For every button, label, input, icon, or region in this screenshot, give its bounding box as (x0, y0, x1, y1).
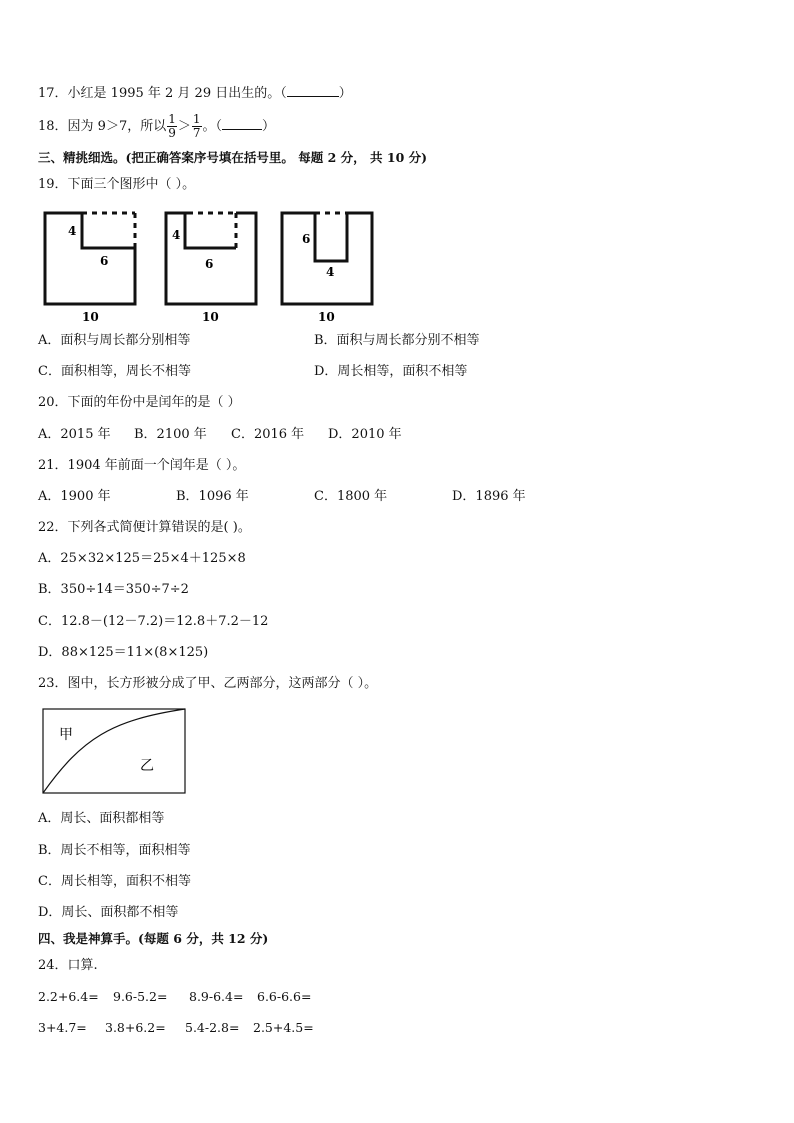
q18-gt: ＞ (177, 119, 191, 134)
q20-option-d[interactable]: D．2010 年 (328, 427, 402, 442)
fig1-inner-label: 6 (100, 254, 109, 268)
q24-r1-c3: 8.9-6.4= (189, 989, 244, 1004)
q19-figure-1 (45, 213, 135, 324)
q19-figures (40, 208, 380, 326)
q19-figure-2 (166, 213, 256, 324)
question-17 (38, 84, 352, 102)
q24-r1-c4: 6.6-6.6= (257, 989, 312, 1004)
fig1-side-label: 4 (68, 224, 77, 238)
q20-option-c[interactable]: C．2016 年 (231, 427, 305, 442)
q23-rectangle-figure (42, 708, 188, 796)
q19-option-c[interactable]: C．面积相等，周长不相等 (38, 364, 191, 379)
q23-label-jia: 甲 (59, 727, 73, 743)
q17-text: 17．小红是 1995 年 2 月 29 日出生的。（ (38, 86, 287, 101)
question-20: 20．下面的年份中是闰年的是（ ） (38, 395, 241, 410)
fig3-side-label: 6 (302, 232, 311, 246)
q23-option-c[interactable]: C．周长相等，面积不相等 (38, 874, 191, 889)
frac1-num: 1 (168, 112, 176, 126)
q21-option-b[interactable]: B．1096 年 (176, 489, 249, 504)
q18-suffix: 。（ (202, 119, 223, 134)
question-23: 23．图中，长方形被分成了甲、乙两部分，这两部分（ ）。 (38, 676, 378, 691)
q18-close: ） (262, 119, 276, 134)
q23-label-yi: 乙 (140, 758, 154, 774)
q24-r2-c2: 3.8+6.2= (105, 1020, 166, 1035)
fraction-1-9 (167, 113, 177, 140)
fig2-base-label: 10 (202, 310, 219, 324)
q23-option-b[interactable]: B．周长不相等，面积相等 (38, 843, 191, 858)
frac1-den: 9 (168, 126, 176, 140)
q19-option-d[interactable]: D．周长相等，面积不相等 (314, 364, 468, 379)
q24-r2-c3: 5.4-2.8= (185, 1020, 240, 1035)
q24-r1-c2: 9.6-5.2= (113, 989, 168, 1004)
q24-r2-c1: 3+4.7= (38, 1020, 87, 1035)
q23-option-a[interactable]: A．周长、面积都相等 (38, 811, 165, 826)
section-4-heading: 四、我是神算手。(每题 6 分，共 12 分) (38, 931, 269, 946)
q18-prefix: 18．因为 9＞7，所以 (38, 119, 167, 134)
q19-option-b[interactable]: B．面积与周长都分别不相等 (314, 333, 480, 348)
question-21: 21．1904 年前面一个闰年是（ ）。 (38, 458, 246, 473)
q19-figure-3 (282, 213, 372, 324)
q24-r2-c4: 2.5+4.5= (253, 1020, 314, 1035)
question-24: 24．口算. (38, 958, 98, 973)
q22-option-a[interactable]: A．25×32×125＝25×4＋125×8 (38, 551, 246, 566)
fig2-inner-label: 6 (205, 257, 214, 271)
q23-option-d[interactable]: D．周长、面积都不相等 (38, 905, 179, 920)
section-3-heading: 三、精挑细选。(把正确答案序号填在括号里。 每题 2 分， 共 10 分) (38, 150, 428, 165)
q18-answer-blank[interactable] (222, 117, 262, 130)
fraction-1-7 (192, 113, 202, 140)
question-19: 19．下面三个图形中（ ）。 (38, 177, 196, 192)
frac2-num: 1 (192, 112, 201, 126)
q20-option-b[interactable]: B．2100 年 (134, 427, 207, 442)
q22-option-b[interactable]: B．350÷14＝350÷7÷2 (38, 582, 189, 597)
fig3-inner-label: 4 (326, 265, 335, 279)
q24-r1-c1: 2.2+6.4= (38, 989, 99, 1004)
q17-answer-blank[interactable] (287, 84, 339, 97)
question-18 (38, 112, 275, 142)
q21-option-a[interactable]: A．1900 年 (38, 489, 111, 504)
q19-option-a[interactable]: A．面积与周长都分别相等 (38, 333, 191, 348)
question-22: 22．下列各式简便计算错误的是( )。 (38, 520, 251, 535)
fig2-side-label: 4 (172, 228, 181, 242)
frac2-den: 7 (192, 126, 201, 140)
q22-option-d[interactable]: D．88×125＝11×(8×125) (38, 645, 209, 660)
q21-option-d[interactable]: D．1896 年 (452, 489, 526, 504)
fig3-base-label: 10 (318, 310, 335, 324)
q17-close: ） (338, 86, 352, 101)
fig1-base-label: 10 (82, 310, 99, 324)
q20-option-a[interactable]: A．2015 年 (38, 427, 111, 442)
q22-option-c[interactable]: C．12.8－(12－7.2)＝12.8＋7.2－12 (38, 614, 269, 629)
q21-option-c[interactable]: C．1800 年 (314, 489, 388, 504)
